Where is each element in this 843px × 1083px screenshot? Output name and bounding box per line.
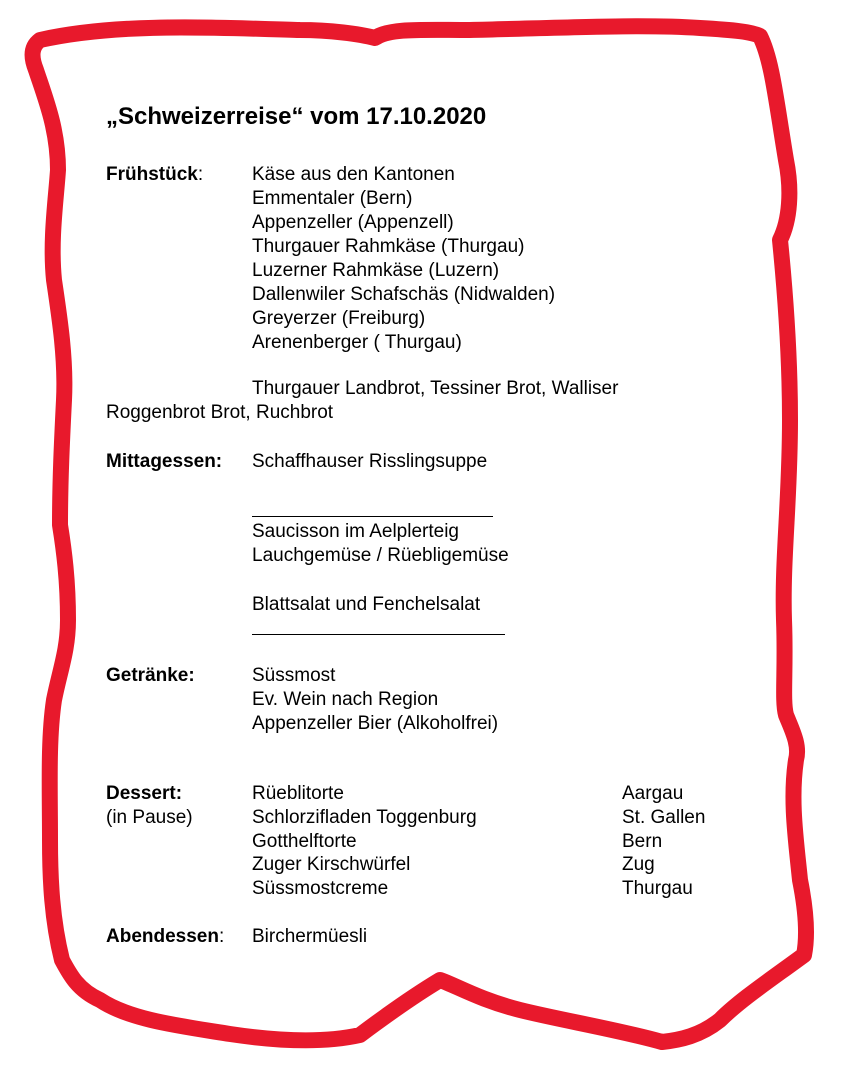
- fruehstueck-item: Luzerner Rahmkäse (Luzern): [252, 260, 500, 281]
- getraenke-item: Ev. Wein nach Region: [252, 689, 439, 710]
- fruehstueck-item: Thurgauer Rahmkäse (Thurgau): [252, 236, 525, 257]
- fruehstueck-bread-line1: Thurgauer Landbrot, Tessiner Brot, Walliser: [252, 378, 619, 399]
- page-title: „Schweizerreise“ vom 17.10.2020: [106, 103, 487, 130]
- fruehstueck-item: Dallenwiler Schafschäs (Nidwalden): [252, 284, 556, 305]
- abendessen-colon: :: [218, 926, 225, 947]
- divider-line: [252, 634, 505, 635]
- fruehstueck-label-wrap: [106, 164, 203, 186]
- abendessen-label: Abendessen: [106, 926, 219, 947]
- dessert-item-name: Zuger Kirschwürfel: [252, 854, 411, 875]
- divider-line: [252, 516, 493, 517]
- mittagessen-main: Saucisson im Aelplerteig: [252, 521, 459, 542]
- fruehstueck-bread-line2: Roggenbrot Brot, Ruchbrot: [106, 402, 334, 423]
- mittagessen-label: Mittagessen:: [106, 451, 223, 472]
- dessert-item-name: Süssmostcreme: [252, 878, 389, 899]
- mittagessen-soup: Schaffhauser Risslingsuppe: [252, 451, 488, 472]
- fruehstueck-item: Emmentaler (Bern): [252, 188, 413, 209]
- fruehstueck-label: Frühstück: [106, 164, 198, 185]
- fruehstueck-item: Greyerzer (Freiburg): [252, 308, 426, 329]
- dessert-item-region: Bern: [622, 831, 663, 852]
- dessert-sublabel: (in Pause): [106, 807, 193, 828]
- abendessen-label-wrap: [106, 926, 224, 948]
- fruehstueck-item: Arenenberger ( Thurgau): [252, 332, 462, 353]
- fruehstueck-item: Appenzeller (Appenzell): [252, 212, 454, 233]
- fruehstueck-colon: :: [197, 164, 204, 185]
- abendessen-item: Birchermüesli: [252, 926, 368, 947]
- getraenke-item: Süssmost: [252, 665, 336, 686]
- dessert-item-name: Rüeblitorte: [252, 783, 344, 804]
- dessert-item-name: Gotthelftorte: [252, 831, 357, 852]
- mittagessen-salad: Blattsalat und Fenchelsalat: [252, 594, 481, 615]
- dessert-item-region: St. Gallen: [622, 807, 706, 828]
- dessert-item-region: Zug: [622, 854, 655, 875]
- getraenke-item: Appenzeller Bier (Alkoholfrei): [252, 713, 499, 734]
- dessert-item-region: Aargau: [622, 783, 684, 804]
- getraenke-label: Getränke:: [106, 665, 195, 686]
- mittagessen-main: Lauchgemüse / Rüebligemüse: [252, 545, 509, 566]
- dessert-item-region: Thurgau: [622, 878, 693, 899]
- dessert-item-name: Schlorzifladen Toggenburg: [252, 807, 477, 828]
- fruehstueck-item: Käse aus den Kantonen: [252, 164, 455, 185]
- dessert-label: Dessert:: [106, 783, 183, 804]
